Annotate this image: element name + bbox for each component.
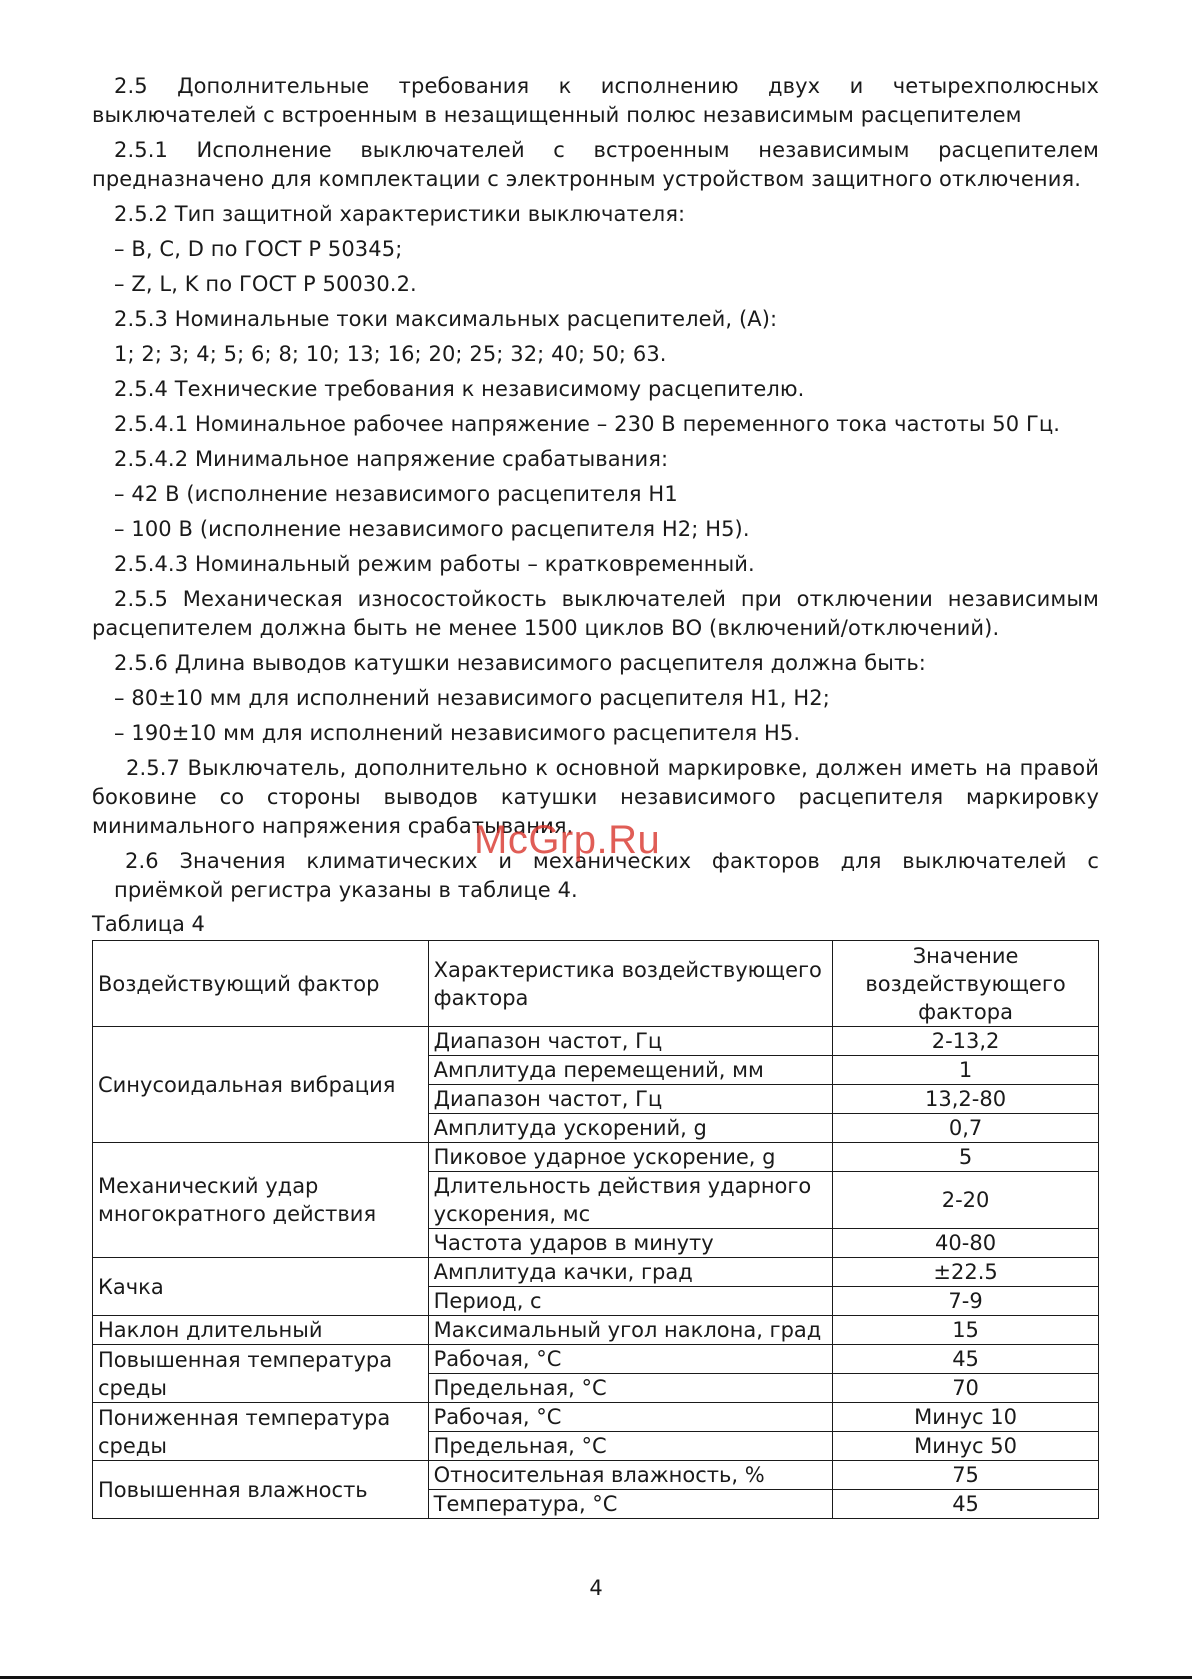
- value-cell: 0,7: [833, 1114, 1099, 1143]
- value-cell: 45: [833, 1345, 1099, 1374]
- table-row: [93, 1027, 1099, 1056]
- factor-cell: Наклон длительный: [93, 1316, 429, 1345]
- characteristic-cell: Предельная, °С: [428, 1374, 832, 1403]
- factor-cell: Пониженная температура среды: [93, 1403, 429, 1461]
- current-values: 1; 2; 3; 4; 5; 6; 8; 10; 13; 16; 20; 25; 32; 40; 50; 63.: [114, 342, 667, 366]
- header-characteristic: Характеристика воздействующего фактора: [428, 941, 832, 1027]
- value-cell: Минус 10: [833, 1403, 1099, 1432]
- paragraph-2-5-4-3: 2.5.4.3 Номинальный режим работы – кратковременный.: [114, 552, 755, 576]
- characteristic-cell: Период, с: [428, 1287, 832, 1316]
- paragraph-2-5-1: 2.5.1 Исполнение выключателей с встроенным независимым расцепителем предназначено для комплектации с электронным устройством защитного отключения.: [92, 138, 1099, 191]
- factor-cell: Повышенная влажность: [93, 1461, 429, 1519]
- table-row: [93, 1258, 1099, 1287]
- factor-cell: Повышенная температура среды: [93, 1345, 429, 1403]
- paragraph-2-5: 2.5 Дополнительные требования к исполнению двух и четырехполюсных выключателей с встроенным в незащищенный полюс независимым расцепителем: [92, 74, 1099, 127]
- list-item-bcd: – B, C, D по ГОСТ Р 50345;: [114, 237, 403, 261]
- characteristic-cell: Рабочая, °С: [428, 1403, 832, 1432]
- paragraph-2-5-4-2: 2.5.4.2 Минимальное напряжение срабатывания:: [114, 447, 669, 471]
- paragraph-2-5-7: 2.5.7 Выключатель, дополнительно к основной маркировке, должен иметь на правой боковине со стороны выводов катушки независимого расцепителя маркировку минимального напряжения срабатывания.: [92, 756, 1099, 838]
- table-row: [93, 1403, 1099, 1432]
- table-row: [93, 1345, 1099, 1374]
- characteristic-cell: Предельная, °С: [428, 1432, 832, 1461]
- value-cell: Минус 50: [833, 1432, 1099, 1461]
- page-number: 4: [589, 1576, 603, 1600]
- characteristic-cell: Диапазон частот, Гц: [428, 1085, 832, 1114]
- list-item-42v: – 42 В (исполнение независимого расцепителя Н1: [114, 482, 678, 506]
- characteristic-cell: Амплитуда ускорений, g: [428, 1114, 832, 1143]
- paragraph-2-6: 2.6 Значения климатических и механических факторов для выключателей с приёмкой регистра указаны в таблице 4.: [114, 849, 1099, 902]
- value-cell: 2-13,2: [833, 1027, 1099, 1056]
- paragraph-2-5-2: 2.5.2 Тип защитной характеристики выключателя:: [114, 202, 686, 226]
- factor-cell: Синусоидальная вибрация: [93, 1027, 429, 1143]
- value-cell: ±22.5: [833, 1258, 1099, 1287]
- value-cell: 70: [833, 1374, 1099, 1403]
- characteristic-cell: Относительная влажность, %: [428, 1461, 832, 1490]
- value-cell: 1: [833, 1056, 1099, 1085]
- paragraph-2-5-5: 2.5.5 Механическая износостойкость выключателей при отключении независимым расцепителем должна быть не менее 1500 циклов ВО (включений/отключений).: [92, 587, 1099, 640]
- value-cell: 15: [833, 1316, 1099, 1345]
- list-item-80mm: – 80±10 мм для исполнений независимого расцепителя Н1, Н2;: [114, 686, 830, 710]
- factor-cell: Качка: [93, 1258, 429, 1316]
- value-cell: 13,2-80: [833, 1085, 1099, 1114]
- value-cell: 75: [833, 1461, 1099, 1490]
- characteristic-cell: Амплитуда перемещений, мм: [428, 1056, 832, 1085]
- characteristic-cell: Пиковое ударное ускорение, g: [428, 1143, 832, 1172]
- value-cell: 45: [833, 1490, 1099, 1519]
- table-caption: Таблица 4: [92, 912, 205, 936]
- characteristic-cell: Длительность действия ударного ускорения, мс: [428, 1172, 832, 1229]
- paragraph-2-5-6: 2.5.6 Длина выводов катушки независимого расцепителя должна быть:: [114, 651, 926, 675]
- list-item-100v: – 100 В (исполнение независимого расцепителя Н2; Н5).: [114, 517, 750, 541]
- characteristic-cell: Рабочая, °С: [428, 1345, 832, 1374]
- factors-table: [92, 940, 1099, 1519]
- value-cell: 7-9: [833, 1287, 1099, 1316]
- table-header-row: [93, 941, 1099, 1027]
- characteristic-cell: Частота ударов в минуту: [428, 1229, 832, 1258]
- list-item-190mm: – 190±10 мм для исполнений независимого расцепителя Н5.: [114, 721, 801, 745]
- factor-cell: Механический удар многократного действия: [93, 1143, 429, 1258]
- characteristic-cell: Температура, °С: [428, 1490, 832, 1519]
- characteristic-cell: Диапазон частот, Гц: [428, 1027, 832, 1056]
- value-cell: 2-20: [833, 1172, 1099, 1229]
- paragraph-2-5-4-1: 2.5.4.1 Номинальное рабочее напряжение – 230 В переменного тока частоты 50 Гц.: [114, 412, 1061, 436]
- watermark-logo: McGrp.Ru: [474, 818, 661, 862]
- paragraph-2-5-3: 2.5.3 Номинальные токи максимальных расцепителей, (А):: [114, 307, 778, 331]
- paragraph-2-5-4: 2.5.4 Технические требования к независимому расцепителю.: [114, 377, 805, 401]
- value-cell: 40-80: [833, 1229, 1099, 1258]
- value-cell: 5: [833, 1143, 1099, 1172]
- table-row: [93, 1461, 1099, 1490]
- header-value: Значение воздействующего фактора: [833, 941, 1099, 1027]
- table-row: [93, 1316, 1099, 1345]
- characteristic-cell: Максимальный угол наклона, град: [428, 1316, 832, 1345]
- table-row: [93, 1143, 1099, 1172]
- document-body: [92, 72, 1099, 911]
- header-factor: Воздействующий фактор: [93, 941, 429, 1027]
- list-item-zlk: – Z, L, K по ГОСТ Р 50030.2.: [114, 272, 417, 296]
- characteristic-cell: Амплитуда качки, град: [428, 1258, 832, 1287]
